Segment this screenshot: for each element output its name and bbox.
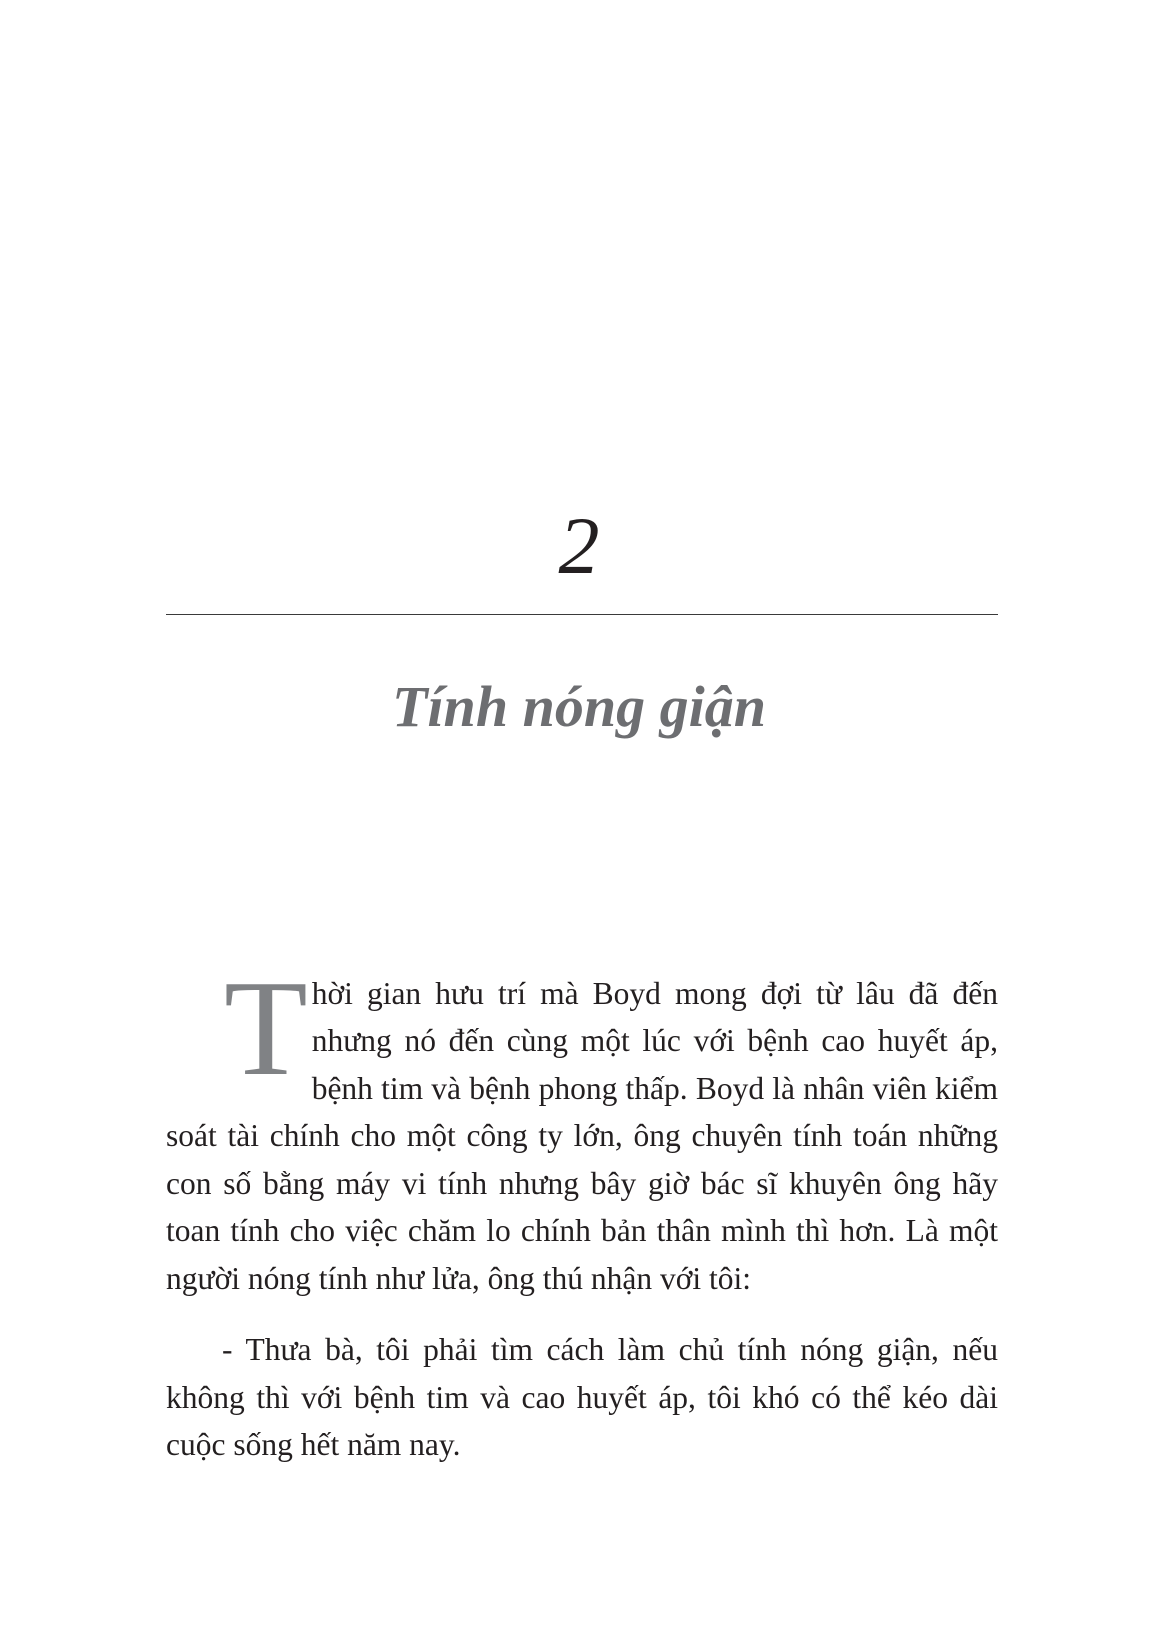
- paragraph-1: [166, 951, 998, 1303]
- chapter-title: Tính nóng giận: [392, 674, 766, 739]
- chapter-divider: [166, 614, 998, 615]
- chapter-body: [166, 922, 998, 1469]
- paragraph-1-text: hời gian hưu trí mà Boyd mong đợi từ lâu đã đến nhưng nó đến cùng một lúc với bệnh cao huyết áp, bệnh tim và bệnh phong thấp. Boyd là nhân viên kiểm soát tài chính cho một công ty lớn, ông chuyên tính toán những con số bằng máy vi tính nhưng bây giờ bác sĩ khuyên ông hãy toan tính cho việc chăm lo chính bản thân mình thì hơn. Là một người nóng tính như lửa, ông thú nhận với tôi:: [166, 975, 998, 1296]
- drop-cap: T: [224, 951, 308, 1104]
- chapter-number: 2: [558, 500, 600, 591]
- paragraph-2: - Thưa bà, tôi phải tìm cách làm chủ tính nóng giận, nếu không thì với bệnh tim và cao huyết áp, tôi khó có thể kéo dài cuộc sống hết năm nay.: [166, 1332, 998, 1462]
